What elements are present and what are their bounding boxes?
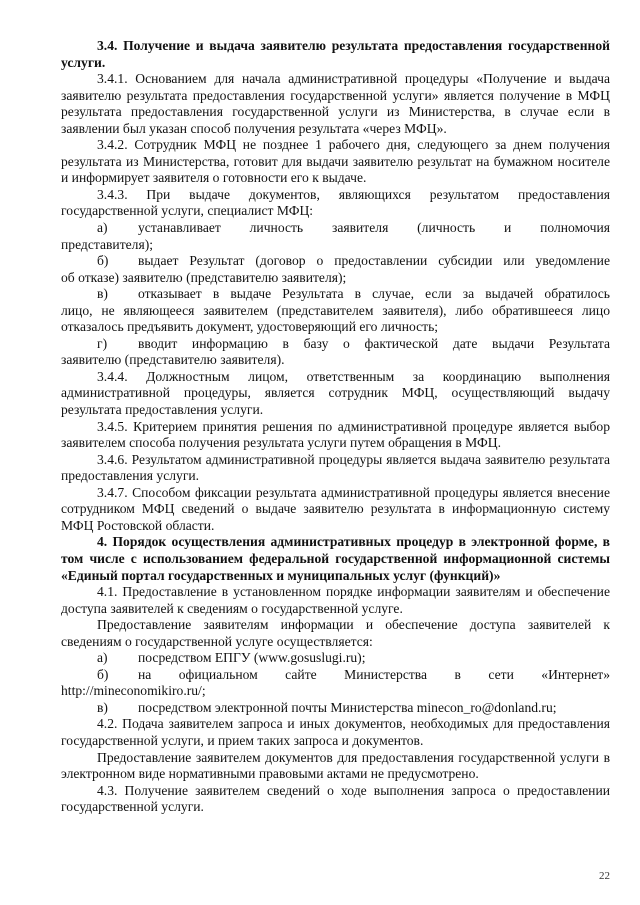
paragraph: 4.2. Подача заявителем запроса и иных документов, необходимых для предоставления государственной услуги, и прием таких запроса и документов.: [61, 716, 610, 748]
list-item-continuation: лицо, не являющееся заявителем (представителем заявителя), либо обратившееся лицо отказалось предъявить документ, удостоверяющий его личность;: [61, 302, 610, 335]
list-item-text: выдает Результат (договор о предоставлении субсидии или уведомление: [138, 253, 610, 269]
section-heading: 4. Порядок осуществления административных процедур в электронной форме, в том числе с использованием федеральной государственной информационной системы «Единый портал государственных и муниципальных услуг (функций)»: [61, 534, 610, 583]
list-item: [61, 650, 610, 667]
list-marker: в): [97, 699, 108, 715]
list-item-text: устанавливает личность заявителя (личность и полномочия: [138, 220, 610, 236]
paragraph: 4.1. Предоставление в установленном порядке информации заявителям и обеспечение доступа заявителей к сведениям о государственной услуге.: [61, 584, 610, 616]
paragraph: Предоставление заявителям информации и обеспечение доступа заявителей к сведениям о государственной услуге осуществляется:: [61, 617, 610, 649]
paragraph: 4.3. Получение заявителем сведений о ходе выполнения запроса о предоставлении государственной услуги.: [61, 782, 610, 815]
list-item-text: посредством электронной почты Министерства minecon_ro@donland.ru;: [138, 699, 557, 715]
list-marker: б): [97, 253, 109, 269]
paragraph: 3.4.5. Критерием принятия решения по административной процедуре является выбор заявителем способа получения результата услуги путем обращения в МФЦ.: [61, 418, 610, 451]
list-item: [61, 336, 610, 369]
paragraph: 3.4.7. Способом фиксации результата административной процедуры является внесение сотрудником МФЦ сведений о выдаче заявителю результата в информационную систему МФЦ Ростовской области.: [61, 484, 610, 533]
list-item: [61, 220, 610, 253]
list-item-text: отказывает в выдаче Результата в случае, если за выдачей обратилось: [138, 286, 610, 302]
list-marker: а): [97, 220, 108, 236]
paragraph: Предоставление заявителем документов для предоставления государственной услуги в электронном виде нормативными правовыми актами не предусмотрено.: [61, 749, 610, 782]
list-marker: а): [97, 650, 108, 666]
list-item: [61, 700, 610, 717]
list-item-continuation: представителя);: [61, 236, 154, 252]
list-marker: г): [97, 335, 108, 351]
section-heading: 3.4. Получение и выдача заявителю результата предоставления государственной услуги.: [61, 38, 610, 70]
paragraph: 3.4.3. При выдаче документов, являющихся результатом предоставления государственной услуги, специалист МФЦ:: [61, 186, 610, 219]
paragraph: 3.4.4. Должностным лицом, ответственным за координацию выполнения административной процедуры, является сотрудник МФЦ, осуществляющий выдачу результата предоставления услуги.: [61, 368, 610, 418]
list-item-text: на официальном сайте Министерства в сети «Интернет»: [138, 666, 610, 682]
list-item-text: посредством ЕПГУ (www.gosuslugi.ru);: [138, 650, 366, 666]
list-item-continuation: http://mineconomikiro.ru/;: [61, 683, 206, 699]
list-item: [61, 286, 610, 336]
paragraph: 3.4.1. Основанием для начала административной процедуры «Получение и выдача заявителю результата предоставления государственной услуги» является получение в МФЦ результата предоставления государственной услуги из Министерства, в случае если в заявлении был указан способ получения результата «через МФЦ».: [61, 71, 610, 136]
list-marker: б): [97, 666, 109, 682]
list-marker: в): [97, 286, 108, 302]
document-body: [61, 38, 610, 816]
list-item-continuation: заявителю (представителю заявителя).: [61, 352, 285, 368]
list-item: [61, 253, 610, 286]
page-number: 22: [599, 870, 610, 882]
paragraph: 3.4.2. Сотрудник МФЦ не позднее 1 рабочего дня, следующего за днем получения результата из Министерства, готовит для выдачи заявителю результат на бумажном носителе и информирует заявителя о готовности его к выдаче.: [61, 137, 610, 186]
list-item: [61, 667, 610, 700]
paragraph: 3.4.6. Результатом административной процедуры является выдача заявителю результата предоставления услуги.: [61, 451, 610, 484]
list-item-text: вводит информацию в базу о фактической дате выдачи Результата: [138, 335, 610, 351]
list-item-continuation: об отказе) заявителю (представителю заявителя);: [61, 269, 347, 285]
